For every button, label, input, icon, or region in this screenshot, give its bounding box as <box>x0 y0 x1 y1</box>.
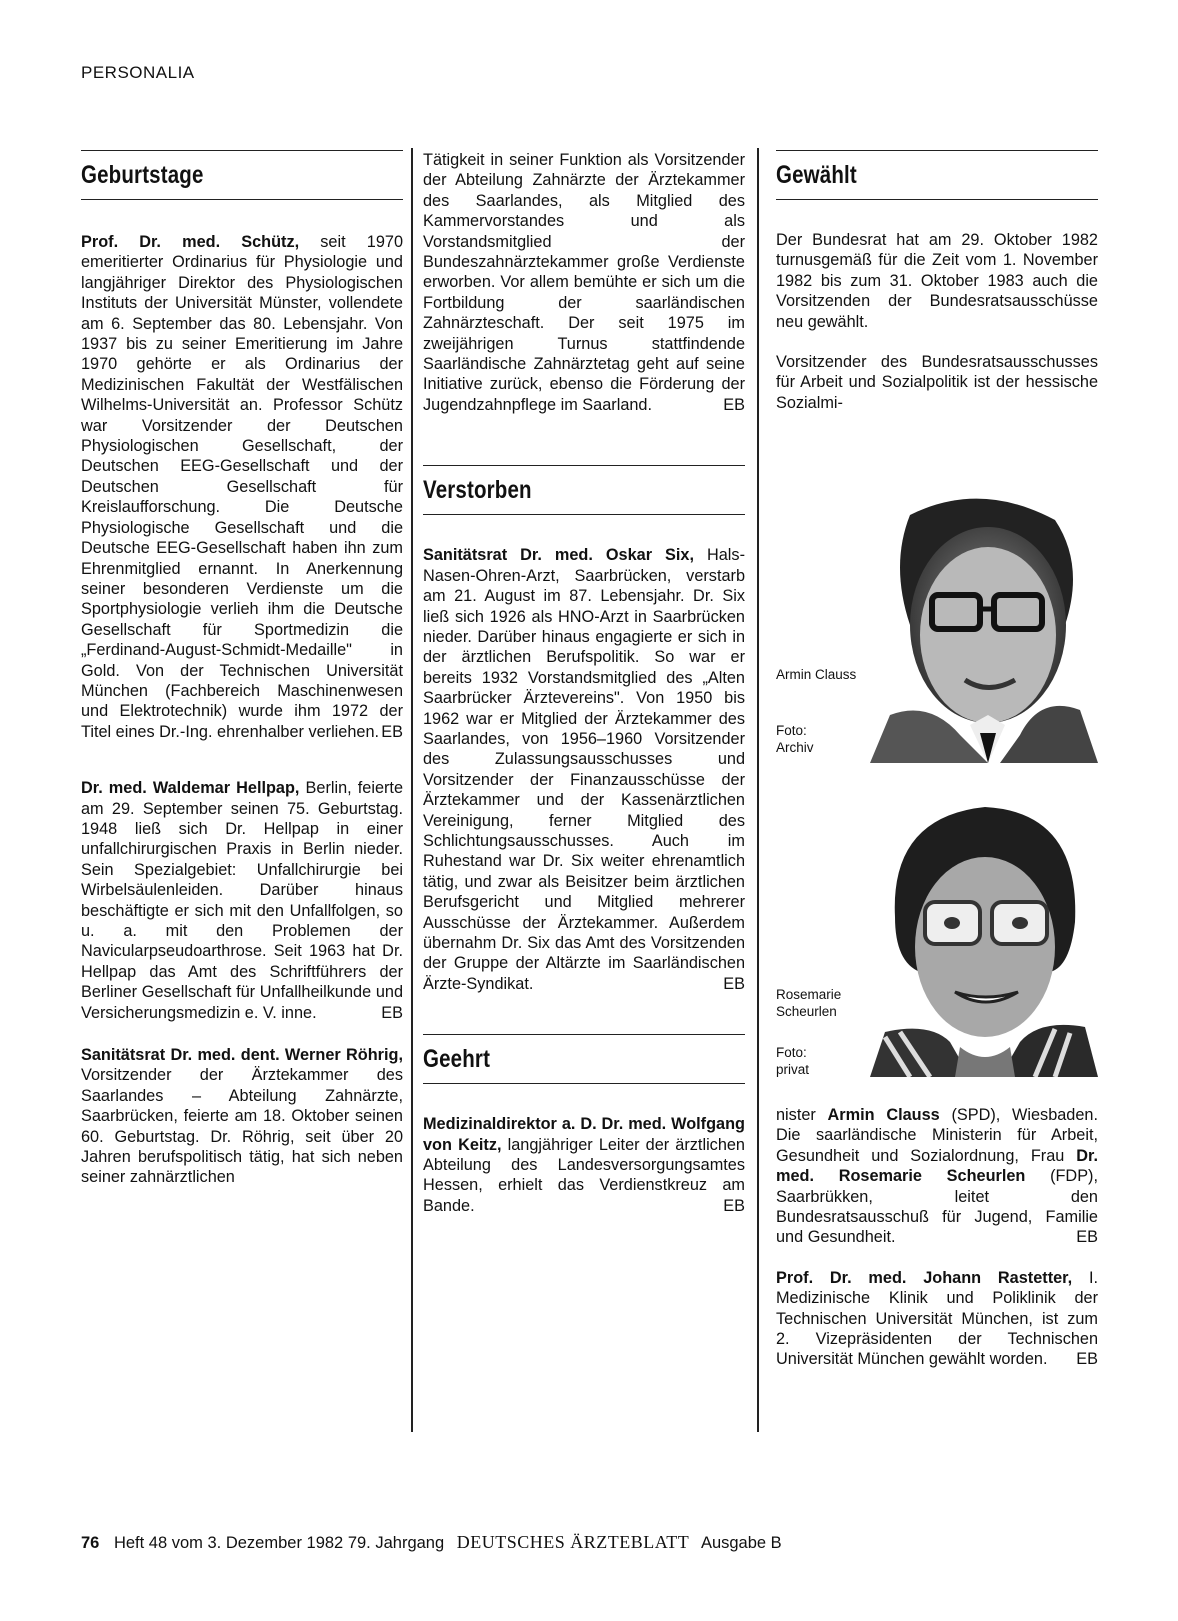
page-footer <box>81 1532 782 1553</box>
heading-geburtstage-bar <box>81 150 403 200</box>
article-text: Tätigkeit in seiner Funktion als Vorsitzender der Abteilung Zahnärzte der Ärztekammer des Saarlandes, als Mitglied des Kammervorstandes und als Vorstandsmitglied der Bundeszahnärztekammer große Verdienste erworben. Vor allem bemühte er sich um die Fortbildung der saarländischen Zahnärzteschaft. Der seit 1975 im zweijährigen Turnus stattfindende Saarländische Zahnärztetag geht auf seine Initiative zurück, ebenso die Förderung der Jugendzahnpflege im Saarland. <box>423 151 745 414</box>
column-2 <box>423 150 745 1216</box>
author-signature: EB <box>723 395 745 414</box>
paragraph-bundesrat: Der Bundesrat hat am 29. Oktober 1982 turnusgemäß für die Zeit vom 1. November 1982 bis zum 31. Oktober 1983 auch die Vorsitzenden der Bundesratsausschüsse neu gewählt. <box>776 231 1098 331</box>
person-name: Sanitätsrat Dr. med. Oskar Six, <box>423 546 694 565</box>
edition: Ausgabe B <box>700 1534 782 1552</box>
paragraph-clauss-scheurlen <box>776 1105 1098 1248</box>
person-name: Sanitätsrat Dr. med. dent. Werner Röhrig, <box>81 1046 403 1065</box>
photo-rosemarie-scheurlen <box>870 797 1098 1077</box>
person-name: Prof. Dr. med. Schütz, <box>81 233 300 251</box>
heading-geehrt-bar <box>423 1034 745 1084</box>
person-name: Dr. med. Waldemar Hellpap, <box>81 779 300 798</box>
credit-privat: Foto: privat <box>776 1045 810 1077</box>
column-divider-left <box>411 148 413 1432</box>
person-name: Prof. Dr. med. Johann Rastetter, <box>776 1268 1073 1287</box>
photo-armin-clauss <box>870 485 1098 763</box>
caption-armin-clauss: Armin Clauss <box>776 667 857 682</box>
page-number: 76 <box>81 1534 100 1552</box>
person-name: Medizinaldirektor a. D. Dr. med. Wolfgang von Keitz, <box>423 1115 745 1154</box>
author-signature: EB <box>1076 1228 1098 1247</box>
credit-archiv: Foto: Archiv <box>776 723 814 755</box>
heading-verstorben-bar <box>423 465 745 515</box>
article-six <box>423 545 745 994</box>
article-text: nister <box>776 1106 828 1124</box>
column-3-top <box>776 150 1098 413</box>
article-rastetter <box>776 1268 1098 1370</box>
author-signature: EB <box>723 974 745 993</box>
heading-gewaehlt: Gewählt <box>776 160 857 189</box>
author-signature: EB <box>381 1003 403 1022</box>
article-text: seit 1970 emeritierter Ordinarius für Physiologie und langjähriger Direktor des Physiologischen Instituts der Universität Münster, vollendete am 6. September das 80. Lebensjahr. Von 1937 bis zu seiner Emeritierung im Jahre 1970 gehörte er als Ordinarius der Medizinischen Fakultät der Westfälischen Wilhelms-Universität an. Professor Schütz war Vorsitzender der Deutschen Physiologischen Gesellschaft, der Deutschen EEG-Gesellschaft und der Deutschen Gesellschaft für Kreislaufforschung. Die Deutsche Physiologische Gesellschaft und die Deutsche EEG-Gesellschaft haben ihn zum Ehrenmitglied ernannt. In Anerkennung seiner besonderen Verdienste um die Sportphysiologie verlieh ihm die Deutsche Gesellschaft für Sportmedizin die „Ferdinand-August-Schmidt-Medaille" in Gold. Von der Technischen Universität München (Fachbereich Maschinenwesen und Elektrotechnik) wurde ihm 1972 der Titel eines Dr.-Ing. ehrenhalber verliehen. <box>81 233 403 741</box>
issue-info: Heft 48 vom 3. Dezember 1982 79. Jahrgang <box>113 1534 445 1552</box>
heading-verstorben: Verstorben <box>423 476 532 505</box>
masthead: DEUTSCHES ÄRZTEBLATT <box>456 1532 690 1552</box>
heading-geburtstage: Geburtstage <box>81 160 204 189</box>
author-signature: EB <box>381 722 403 741</box>
article-text: Hals-Nasen-Ohren-Arzt, Saarbrücken, verstarb am 21. August im 87. Lebensjahr. Dr. Six ließ sich 1926 als HNO-Arzt in Saarbrücken nieder. Darüber hinaus engagierte er sich in der ärztlichen Berufspolitik. So war er bereits 1932 Vorstandsmitglied des „Alten Saarbrücker Ärztevereins". Von 1950 bis 1962 war er Mitglied der Ärztekammer des Saarlandes, von 1956–1960 Vorsitzender des Zulassungsausschusses und Vorsitzender der Finanzausschüsse der Ärztekammer und der Kassenärztlichen Vereinigung, ferner Mitglied des Schlichtungsausschusses. Auch im Ruhestand war Dr. Six weiter ehrenamtlich tätig, und zwar als Beisitzer beim ärztlichen Berufsgericht und Mitglied mehrerer Ausschüsse der Ärztekammer. Außerdem übernahm Dr. Six das Amt des Vorsitzenden der Gruppe der Altärzte im Saarländischen Ärzte-Syndikat. <box>423 546 745 993</box>
portrait-woman-glasses-icon <box>870 797 1098 1077</box>
section-label: PERSONALIA <box>81 63 195 82</box>
article-text: (FDP), Saarbrükken, leitet den Bundesratsausschuß für Jugend, Familie und Gesundheit. <box>776 1167 1098 1247</box>
caption-rosemarie-scheurlen: Rosemarie Scheurlen <box>776 987 842 1019</box>
article-text: Vorsitzender der Ärztekammer des Saarlandes – Abteilung Zahnärzte, Saarbrücken, feierte am 18. Oktober seinen 60. Geburtstag. Dr. Röhrig, seit über 20 Jahren berufspolitisch tätig, hat sich neben seiner zahnärztlichen <box>81 1066 403 1187</box>
person-name: Dr. med. Rosemarie Scheurlen <box>776 1146 1098 1186</box>
article-schuetz <box>81 232 403 742</box>
article-roehrig-continued <box>423 150 745 415</box>
article-text: langjähriger Leiter der ärztlichen Abteilung des Landesversorgungsamtes Hessen, erhielt das Verdienstkreuz am Bande. <box>423 1135 745 1215</box>
author-signature: EB <box>1076 1350 1098 1369</box>
paragraph-vorsitzender: Vorsitzender des Bundesratsausschusses für Arbeit und Sozialpolitik ist der hessische Sozialmi- <box>776 353 1098 412</box>
heading-gewaehlt-bar <box>776 150 1098 200</box>
article-hellpap <box>81 778 403 1023</box>
heading-geehrt: Geehrt <box>423 1045 491 1074</box>
article-roehrig <box>81 1045 403 1188</box>
column-divider-right <box>757 148 759 1432</box>
article-text: (SPD), Wiesbaden. Die saarländische Ministerin für Arbeit, Gesundheit und Sozialordnung, Frau <box>776 1106 1098 1165</box>
author-signature: EB <box>723 1196 745 1215</box>
column-1 <box>81 150 403 1188</box>
column-3-bottom <box>776 1105 1098 1370</box>
article-text: Berlin, feierte am 29. September seinen 75. Geburtstag. 1948 ließ sich Dr. Hellpap in einer unfallchirurgischen Praxis in Berlin nieder. Sein Spezialgebiet: Unfallchirurgie bei Wirbelsäulenleiden. Darüber hinaus beschäftigte er sich mit den Unfallfolgen, so u. a. mit den Problemen der Navicularpseudoarthrose. Seit 1963 hat Dr. Hellpap das Amt des Schriftführers der Berliner Gesellschaft für Unfallheilkunde und Versicherungsmedizin e. V. inne. <box>81 779 404 1022</box>
portrait-man-glasses-icon <box>870 485 1098 763</box>
person-name: Armin Clauss <box>827 1106 940 1124</box>
article-text: I. Medizinische Klinik und Poliklinik der Technischen Universität München, ist zum 2. Vizepräsidenten der Technischen Universität München gewählt worden. <box>776 1268 1098 1369</box>
article-keitz <box>423 1114 745 1216</box>
